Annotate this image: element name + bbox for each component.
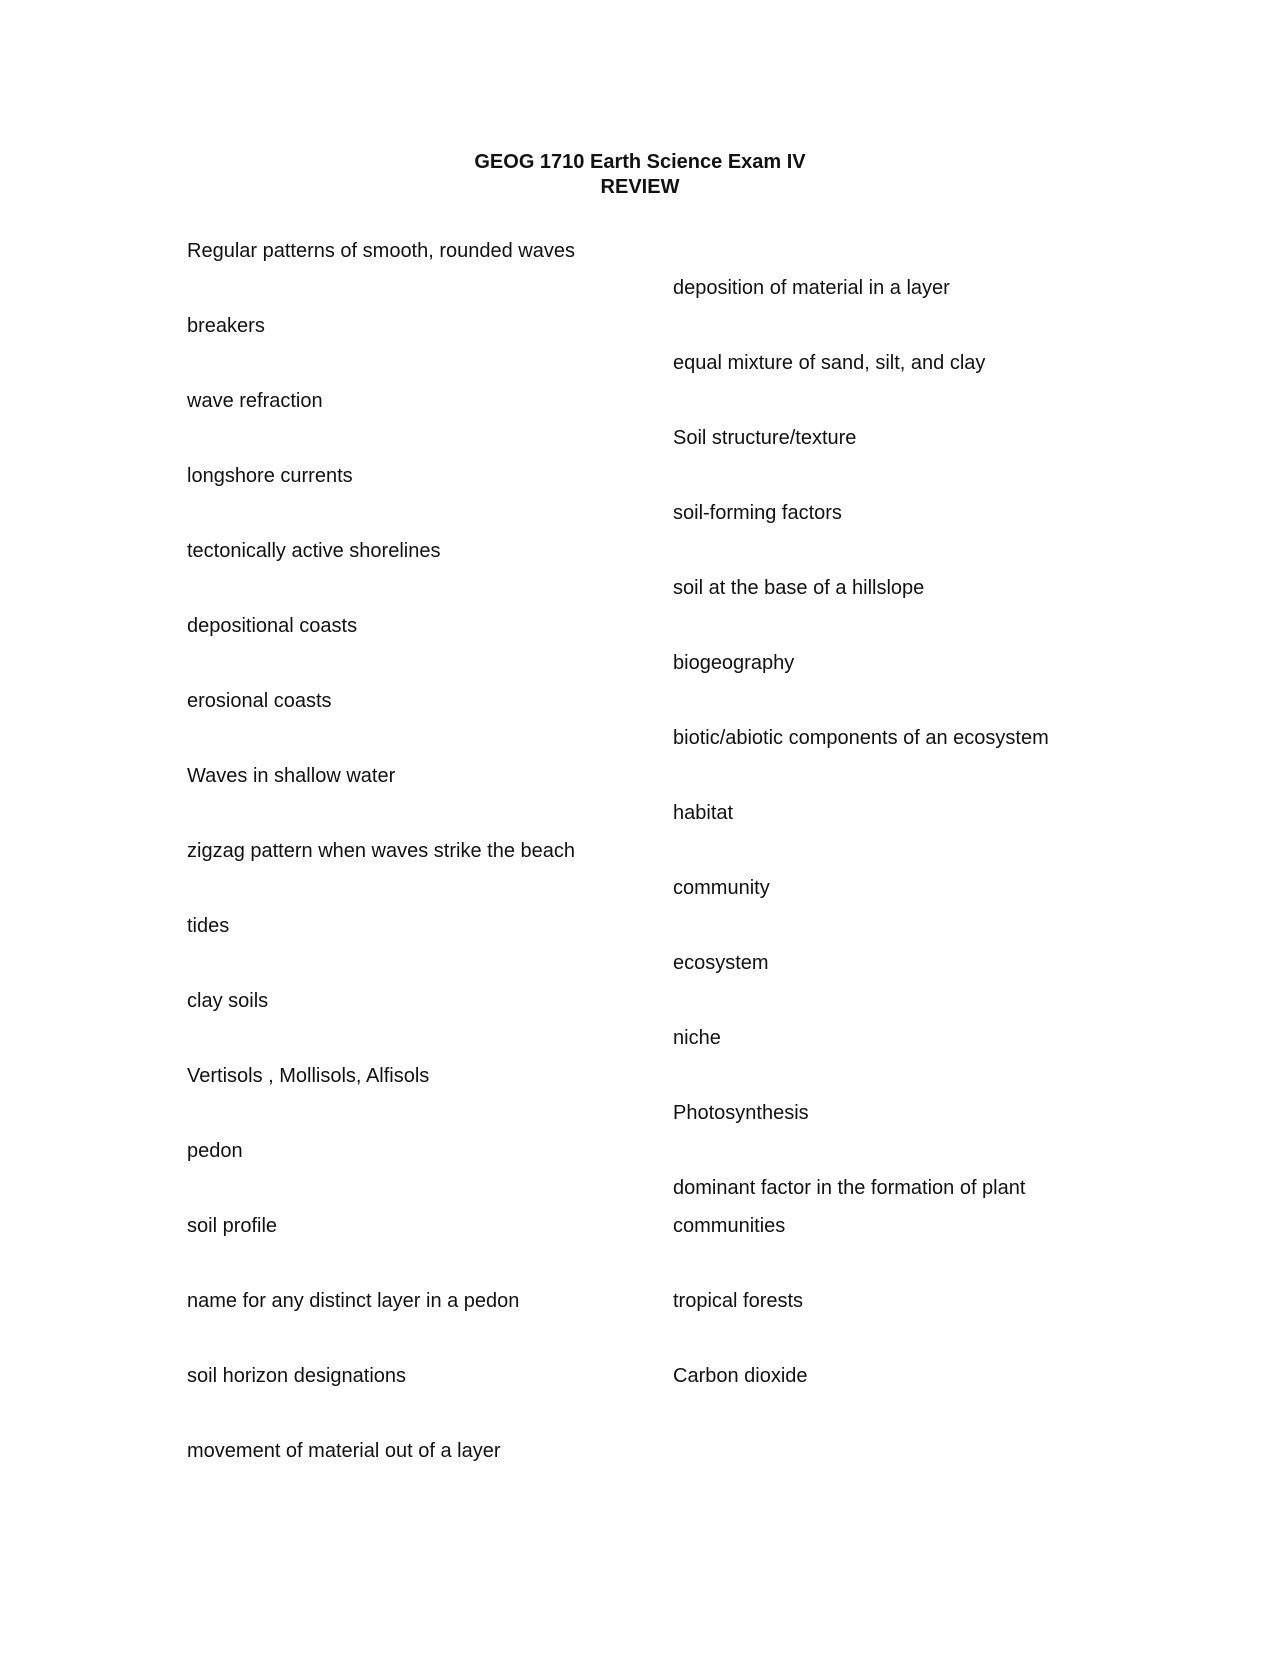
left-term: Regular patterns of smooth, rounded waves [187,240,575,262]
right-term: Carbon dioxide [673,1365,808,1387]
right-term: Photosynthesis [673,1102,809,1124]
left-term: soil profile [187,1215,278,1237]
left-term: clay soils [187,990,269,1012]
right-term: dominant factor in the formation of plant [673,1177,1026,1199]
right-term: niche [673,1027,721,1049]
right-term: communities [673,1215,786,1237]
left-term: name for any distinct layer in a pedon [187,1290,520,1312]
right-term: soil-forming factors [673,502,842,524]
left-term: tectonically active shorelines [187,540,441,562]
left-term: wave refraction [187,390,323,412]
right-term: tropical forests [673,1290,804,1312]
right-term: Soil structure/texture [673,427,857,449]
left-term: longshore currents [187,465,353,487]
left-term: pedon [187,1140,243,1162]
left-term: zigzag pattern when waves strike the beach [187,840,575,862]
left-term: depositional coasts [187,615,358,637]
right-term: soil at the base of a hillslope [673,577,925,599]
left-term: erosional coasts [187,690,332,712]
left-term: soil horizon designations [187,1365,407,1387]
right-term: biogeography [673,652,795,674]
right-term: biotic/abiotic components of an ecosystem [673,727,1049,749]
right-term: community [673,877,770,899]
title-line-2: REVIEW [600,176,680,198]
left-term: breakers [187,315,265,337]
left-term: tides [187,915,230,937]
title-line-1: GEOG 1710 Earth Science Exam IV [474,151,806,173]
right-term: deposition of material in a layer [673,277,950,299]
right-term: equal mixture of sand, silt, and clay [673,352,986,374]
right-term: habitat [673,802,734,824]
left-term: movement of material out of a layer [187,1440,501,1462]
right-term: ecosystem [673,952,769,974]
left-term: Vertisols , Mollisols, Alfisols [187,1065,430,1087]
left-term: Waves in shallow water [187,765,396,787]
document-title [0,150,1280,200]
